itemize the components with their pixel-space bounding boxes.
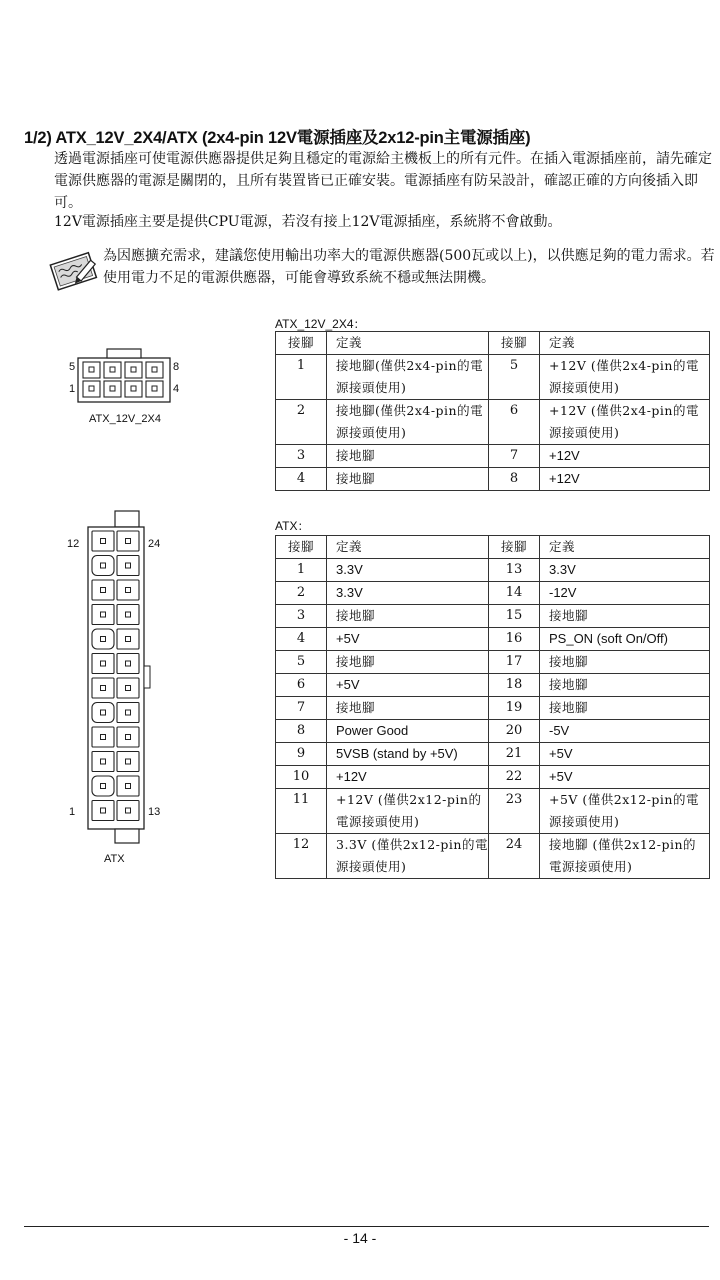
pin-definition-cell: +5V — [540, 766, 710, 789]
pin-number-cell: 3 — [276, 605, 327, 628]
connector-pin — [117, 531, 139, 551]
note-text: 為因應擴充需求，建議您使用輸出功率大的電源供應器(500瓦或以上)，以供應足夠的電力需求。若使用電力不足的電源供應器，可能會導致系統不穩或無法開機。 — [103, 248, 715, 286]
section-heading: 1/2) ATX_12V_2X4/ATX (2x4-pin 12V電源插座及2x12-pin主電源插座) — [24, 129, 531, 147]
pin-label-13: 13 — [148, 806, 161, 818]
pin-definition-cell: +5V (僅供2x12-pin的電源接頭使用) — [540, 789, 710, 834]
pin-definition-cell: 3.3V — [540, 559, 710, 582]
connector-pin — [104, 381, 121, 397]
column-header: 定義 — [327, 536, 489, 559]
pin-number-cell: 23 — [489, 789, 540, 834]
table-row — [276, 400, 710, 445]
pin-definition-cell: 接地腳 (僅供2x12-pin的電源接頭使用) — [540, 834, 710, 879]
pin-definition-cell: 5VSB (stand by +5V) — [327, 743, 489, 766]
pin-definition-cell: 3.3V — [327, 582, 489, 605]
pin-definition-cell: 3.3V — [327, 559, 489, 582]
column-header: 定義 — [327, 332, 489, 355]
connector-pin — [92, 776, 114, 796]
connector-pin — [117, 752, 139, 772]
connector-pin — [146, 381, 163, 397]
pin-number-cell: 12 — [276, 834, 327, 879]
pin-definition-cell: 接地腳 — [540, 697, 710, 720]
pin-number-cell: 7 — [276, 697, 327, 720]
table-2x4-caption: ATX_12V_2X4： — [275, 317, 366, 331]
column-header: 接腳 — [276, 536, 327, 559]
table-row — [276, 789, 710, 834]
pin-number-cell: 11 — [276, 789, 327, 834]
pin-definition-cell: 接地腳 — [327, 445, 489, 468]
pin-number-cell: 5 — [276, 651, 327, 674]
pin-number-cell: 6 — [489, 400, 540, 445]
pin-number-cell: 20 — [489, 720, 540, 743]
pin-number-cell: 21 — [489, 743, 540, 766]
pin-number-cell: 5 — [489, 355, 540, 400]
pin-number-cell: 6 — [276, 674, 327, 697]
connector-pin — [125, 381, 142, 397]
table-row — [276, 355, 710, 400]
pin-label-1: 1 — [69, 383, 76, 395]
pin-definition-cell: PS_ON (soft On/Off) — [540, 628, 710, 651]
pin-definition-cell: +12V — [327, 766, 489, 789]
connector-pin — [117, 776, 139, 796]
pin-label-8: 8 — [173, 361, 180, 373]
pin-number-cell: 1 — [276, 559, 327, 582]
table-header-row — [276, 332, 710, 355]
intro-paragraph: 透過電源插座可使電源供應器提供足夠且穩定的電源給主機板上的所有元件。在插入電源插座前，請先確定電源供應器的電源是關閉的，且所有裝置皆已正確安裝。電源插座有防呆設計，確認正確的方向後插入即可。 — [54, 151, 712, 211]
pin-definition-cell: +12V — [540, 468, 710, 491]
pin-number-cell: 4 — [276, 468, 327, 491]
connector-pin — [92, 531, 114, 551]
connector-pin — [83, 381, 100, 397]
pin-number-cell: 15 — [489, 605, 540, 628]
connector-pin — [92, 678, 114, 698]
column-header: 定義 — [540, 536, 710, 559]
pin-number-cell: 4 — [276, 628, 327, 651]
pin-number-cell: 10 — [276, 766, 327, 789]
table-row — [276, 651, 710, 674]
pin-number-cell: 8 — [276, 720, 327, 743]
pin-number-cell: 17 — [489, 651, 540, 674]
table-row — [276, 445, 710, 468]
connector-pin — [92, 727, 114, 747]
connector-pin — [92, 654, 114, 674]
pin-definition-cell: 接地腳 — [327, 651, 489, 674]
pin-number-cell: 8 — [489, 468, 540, 491]
pin-definition-cell: 接地腳 — [540, 674, 710, 697]
column-header: 接腳 — [276, 332, 327, 355]
pin-definition-cell: -5V — [540, 720, 710, 743]
atx-24pin-connector-diagram — [60, 508, 170, 868]
connector-pin — [92, 605, 114, 625]
pin-number-cell: 22 — [489, 766, 540, 789]
pin-number-cell: 24 — [489, 834, 540, 879]
pin-number-cell: 3 — [276, 445, 327, 468]
pin-number-cell: 16 — [489, 628, 540, 651]
table-row — [276, 834, 710, 879]
connector-pin — [92, 580, 114, 600]
connector-pin — [117, 629, 139, 649]
pin-number-cell: 14 — [489, 582, 540, 605]
connector-pin — [117, 727, 139, 747]
pin-definition-cell: +12V — [540, 445, 710, 468]
connector-pin — [104, 362, 121, 378]
pin-definition-cell: 接地腳 — [327, 605, 489, 628]
pin-definition-cell: 接地腳 — [540, 651, 710, 674]
pin-number-cell: 13 — [489, 559, 540, 582]
connector-pin — [92, 629, 114, 649]
pin-label-4: 4 — [173, 383, 180, 395]
pin-definition-cell: 接地腳(僅供2x4-pin的電源接頭使用) — [327, 400, 489, 445]
column-header: 接腳 — [489, 536, 540, 559]
table-row — [276, 559, 710, 582]
table-row — [276, 743, 710, 766]
pin-label-24: 24 — [148, 538, 161, 550]
pin-label-12: 12 — [67, 538, 80, 550]
pin-number-cell: 18 — [489, 674, 540, 697]
pin-number-cell: 19 — [489, 697, 540, 720]
table-atx-pinout — [275, 535, 710, 879]
table-header-row — [276, 536, 710, 559]
pin-definition-cell: +12V (僅供2x4-pin的電源接頭使用) — [540, 400, 710, 445]
connector-pin — [92, 703, 114, 723]
connector-pin — [117, 654, 139, 674]
pin-number-cell: 2 — [276, 400, 327, 445]
table-row — [276, 468, 710, 491]
pin-label-1-atx: 1 — [69, 806, 76, 818]
footer-divider — [24, 1226, 709, 1227]
connector-pin — [146, 362, 163, 378]
table-row — [276, 766, 710, 789]
connector-pin — [92, 752, 114, 772]
pin-number-cell: 2 — [276, 582, 327, 605]
cpu-power-paragraph: 12V電源插座主要是提供CPU電源，若沒有接上12V電源插座，系統將不會啟動。 — [54, 214, 562, 230]
column-header: 定義 — [540, 332, 710, 355]
table-row — [276, 628, 710, 651]
connector-2x4-label: ATX_12V_2X4 — [89, 413, 161, 425]
pin-definition-cell: 接地腳(僅供2x4-pin的電源接頭使用) — [327, 355, 489, 400]
column-header: 接腳 — [489, 332, 540, 355]
pin-definition-cell: +12V (僅供2x4-pin的電源接頭使用) — [540, 355, 710, 400]
connector-pin — [117, 703, 139, 723]
connector-pin — [117, 801, 139, 821]
connector-pin — [92, 801, 114, 821]
table-atx-caption: ATX： — [275, 519, 310, 533]
table-2x4-pinout — [275, 331, 710, 491]
pin-number-cell: 9 — [276, 743, 327, 766]
page-number: - 14 - — [343, 1230, 377, 1246]
connector-pin — [117, 556, 139, 576]
pin-definition-cell: +12V (僅供2x12-pin的電源接頭使用) — [327, 789, 489, 834]
connector-pin — [117, 605, 139, 625]
pin-label-5: 5 — [69, 361, 76, 373]
table-row — [276, 697, 710, 720]
pin-definition-cell: 接地腳 — [540, 605, 710, 628]
table-row — [276, 720, 710, 743]
pin-definition-cell: +5V — [327, 628, 489, 651]
note-pencil-icon — [48, 248, 100, 292]
connector-atx-label: ATX — [104, 853, 125, 865]
pin-number-cell: 7 — [489, 445, 540, 468]
pin-definition-cell: Power Good — [327, 720, 489, 743]
connector-pin — [125, 362, 142, 378]
pin-number-cell: 1 — [276, 355, 327, 400]
pin-definition-cell: +5V — [327, 674, 489, 697]
pin-definition-cell: 3.3V (僅供2x12-pin的電源接頭使用) — [327, 834, 489, 879]
pin-definition-cell: +5V — [540, 743, 710, 766]
connector-pin — [117, 580, 139, 600]
connector-pin — [83, 362, 100, 378]
connector-pin — [117, 678, 139, 698]
pin-definition-cell: 接地腳 — [327, 468, 489, 491]
atx-12v-2x4-connector-diagram — [60, 346, 190, 432]
table-row — [276, 674, 710, 697]
connector-pin — [92, 556, 114, 576]
pin-definition-cell: 接地腳 — [327, 697, 489, 720]
table-row — [276, 582, 710, 605]
table-row — [276, 605, 710, 628]
pin-definition-cell: -12V — [540, 582, 710, 605]
